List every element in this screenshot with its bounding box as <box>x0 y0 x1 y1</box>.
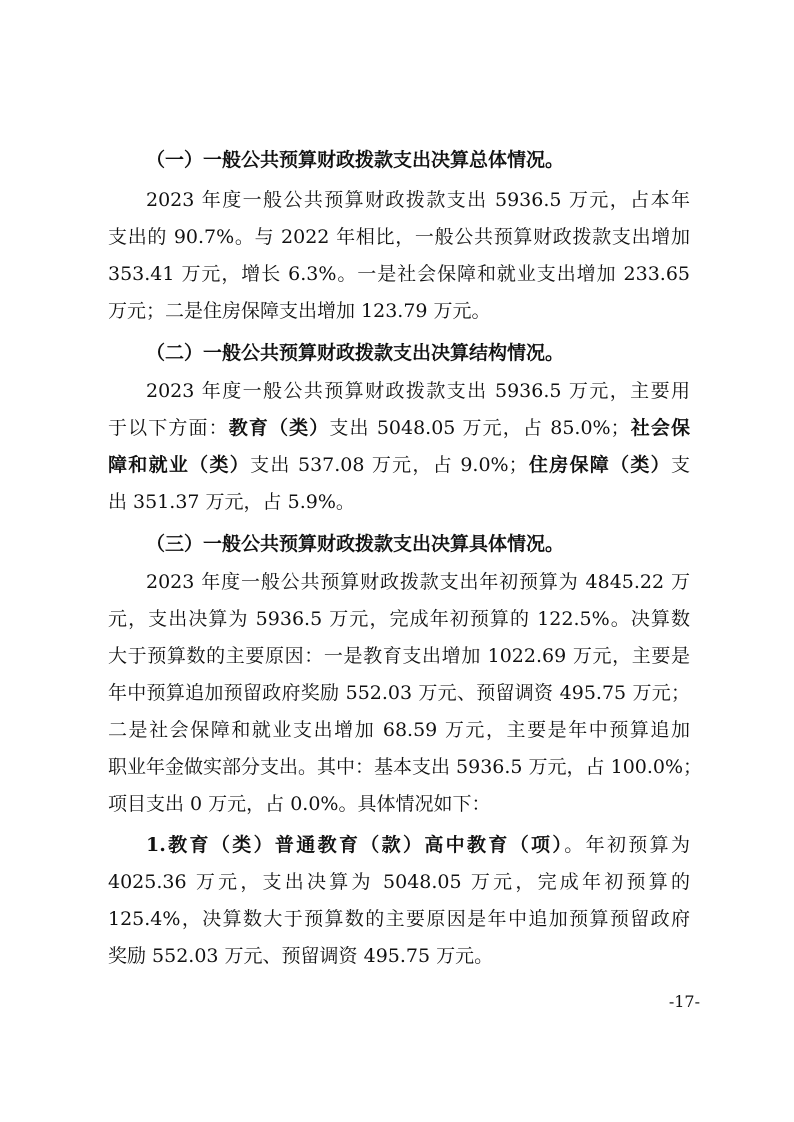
paragraph-2-line-1: 2023 年度一般公共预算财政拨款支出 5936.5 万元，主要用 <box>146 380 690 402</box>
text: 支出 5048.05 万元，占 85.0%； <box>329 417 630 439</box>
category-social-security-end: 障和就业（类） <box>108 454 251 476</box>
paragraph-3-line-1: 2023 年度一般公共预算财政拨款支出年初预算为 4845.22 万 <box>146 571 690 593</box>
paragraph-2-line-3 <box>108 447 690 483</box>
category-education: 教育（类） <box>228 417 330 439</box>
paragraph-4-line-2: 4025.36 万元，支出决算为 5048.05 万元，完成年初预算的 <box>108 871 690 893</box>
paragraph-1-line-2: 支出的 90.7%。与 2022 年相比，一般公共预算财政拨款支出增加 <box>108 226 690 248</box>
text: 支出 537.08 万元，占 9.0%； <box>250 454 528 476</box>
subsection-title: 1.教育（类）普通教育（款）高中教育（项） <box>146 834 565 856</box>
paragraph-3-line-2: 元，支出决算为 5936.5 万元，完成年初预算的 122.5%。决算数 <box>108 608 690 630</box>
page-number: -17- <box>668 992 700 1011</box>
category-social-security-start: 社会保 <box>629 417 690 439</box>
paragraph-2-line-2 <box>108 410 690 446</box>
paragraph-1-line-3: 353.41 万元，增长 6.3%。一是社会保障和就业支出增加 233.65 <box>108 263 690 285</box>
paragraph-4-line-1 <box>146 827 690 863</box>
paragraph-1-line-1: 2023 年度一般公共预算财政拨款支出 5936.5 万元，占本年 <box>146 189 690 211</box>
paragraph-2-line-4: 出 351.37 万元，占 5.9%。 <box>108 491 355 513</box>
paragraph-1-line-4: 万元；二是住房保障支出增加 123.79 万元。 <box>108 300 491 322</box>
paragraph-4-line-4: 奖励 552.03 万元、预留调资 495.75 万元。 <box>108 945 494 967</box>
section-heading-2: （二）一般公共预算财政拨款支出决算结构情况。 <box>146 342 565 364</box>
category-housing: 住房保障（类） <box>527 454 671 476</box>
section-heading-1: （一）一般公共预算财政拨款支出决算总体情况。 <box>146 149 565 171</box>
section-heading-3: （三）一般公共预算财政拨款支出决算具体情况。 <box>146 533 565 555</box>
text: 支 <box>670 454 690 476</box>
paragraph-3-line-7: 项目支出 0 万元，占 0.0%。具体情况如下： <box>108 793 491 815</box>
text: 。年初预算为 <box>564 834 690 856</box>
paragraph-4-line-3: 125.4%，决算数大于预算数的主要原因是年中追加预算预留政府 <box>108 908 690 930</box>
paragraph-3-line-4: 年中预算追加预留政府奖励 552.03 万元、预留调资 495.75 万元； <box>108 682 690 704</box>
text: 于以下方面： <box>108 417 229 439</box>
paragraph-3-line-6: 职业年金做实部分支出。其中：基本支出 5936.5 万元，占 100.0%； <box>108 756 703 778</box>
paragraph-3-line-5: 二是社会保障和就业支出增加 68.59 万元，主要是年中预算追加 <box>108 719 690 741</box>
paragraph-3-line-3: 大于预算数的主要原因：一是教育支出增加 1022.69 万元，主要是 <box>108 645 690 667</box>
